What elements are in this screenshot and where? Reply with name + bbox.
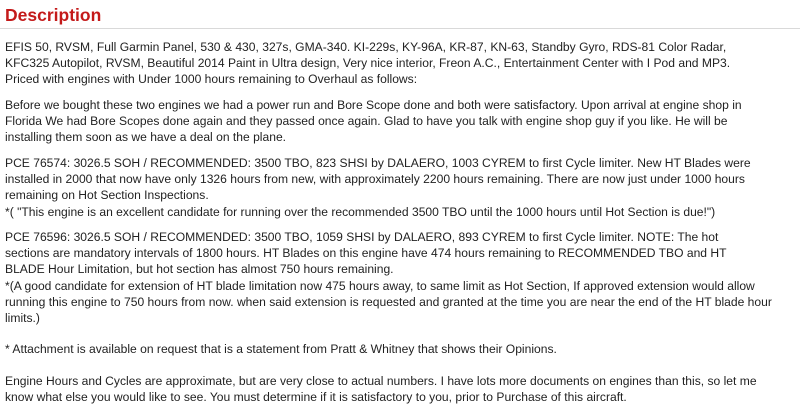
paragraph-line: installing them soon as we have a deal on the plane. — [5, 130, 287, 145]
paragraph-attachment-note — [5, 341, 797, 357]
paragraph-line: KFC325 Autopilot, RVSM, Beautiful 2014 Paint in Ultra design, Very nice interior, Freon A.C., Entertainment Center with I Pod and MP3. — [5, 56, 731, 71]
paragraph-engine-76596 — [5, 229, 797, 326]
paragraph-line: Engine Hours and Cycles are approximate, but are very close to actual numbers. I have lots more documents on engines than this, so let me — [5, 374, 757, 388]
paragraph-engine-76574 — [5, 155, 797, 220]
description-heading: Description — [5, 5, 102, 25]
paragraph-line: running this engine to 750 hours from now. when said extension is requested and granted at the time you are near the end of the HT blade hour — [5, 294, 772, 309]
heading-divider — [0, 28, 800, 29]
paragraph-line: limits.) — [5, 311, 40, 326]
paragraph-bore-scope — [5, 97, 797, 146]
paragraph-line: installed in 2000 that now have only 1326 hours from new, with approximately 2200 hours remaining. There are now just under 1000 hours — [5, 172, 745, 187]
paragraph-line: *( "This engine is an excellent candidate for running over the recommended 3500 TBO until the 1000 hours until Hot Section is due!") — [5, 204, 716, 219]
paragraph-line: Before we bought these two engines we had a power run and Bore Scope done and both were satisfactory. Upon arrival at engine shop in — [5, 98, 742, 112]
paragraph-hours-disclaimer — [5, 373, 797, 405]
paragraph-equipment — [5, 39, 797, 88]
paragraph-line: BLADE Hour Limitation, but hot section has almost 750 hours remaining. — [5, 262, 394, 277]
paragraph-line: EFIS 50, RVSM, Full Garmin Panel, 530 & 430, 327s, GMA-340. KI-229s, KY-96A, KR-87, KN-63, Standby Gyro, RDS-81 Color Radar, — [5, 40, 727, 54]
paragraph-line: Florida We had Bore Scopes done again and they passed once again. Glad to have you talk with engine shop guy if you like. He will be — [5, 114, 728, 129]
paragraph-line: Priced with engines with Under 1000 hours remaining to Overhaul as follows: — [5, 72, 418, 87]
paragraph-line: PCE 76596: 3026.5 SOH / RECOMMENDED: 3500 TBO, 1059 SHSI by DALAERO, 893 CYREM to first Cycle limiter. NOTE: The hot — [5, 230, 719, 244]
paragraph-line: * Attachment is available on request that is a statement from Pratt & Whitney that shows their Opinions. — [5, 342, 557, 356]
paragraph-line: PCE 76574: 3026.5 SOH / RECOMMENDED: 3500 TBO, 823 SHSI by DALAERO, 1003 CYREM to first Cycle limiter. New HT Blades were — [5, 156, 751, 170]
paragraph-line: sections are mandatory intervals of 1800 hours. HT Blades on this engine have 474 hours remaining to RECOMMENDED TBO and HT — [5, 246, 727, 261]
paragraph-line: *(A good candidate for extension of HT blade limitation now 475 hours away, to same limit as Hot Section, If approved extension would allow — [5, 278, 755, 293]
paragraph-line: know what else you would like to see. You must determine if it is satisfactory to you, prior to Purchase of this aircraft. — [5, 390, 627, 405]
paragraph-line: remaining on Hot Section Inspections. — [5, 188, 209, 203]
